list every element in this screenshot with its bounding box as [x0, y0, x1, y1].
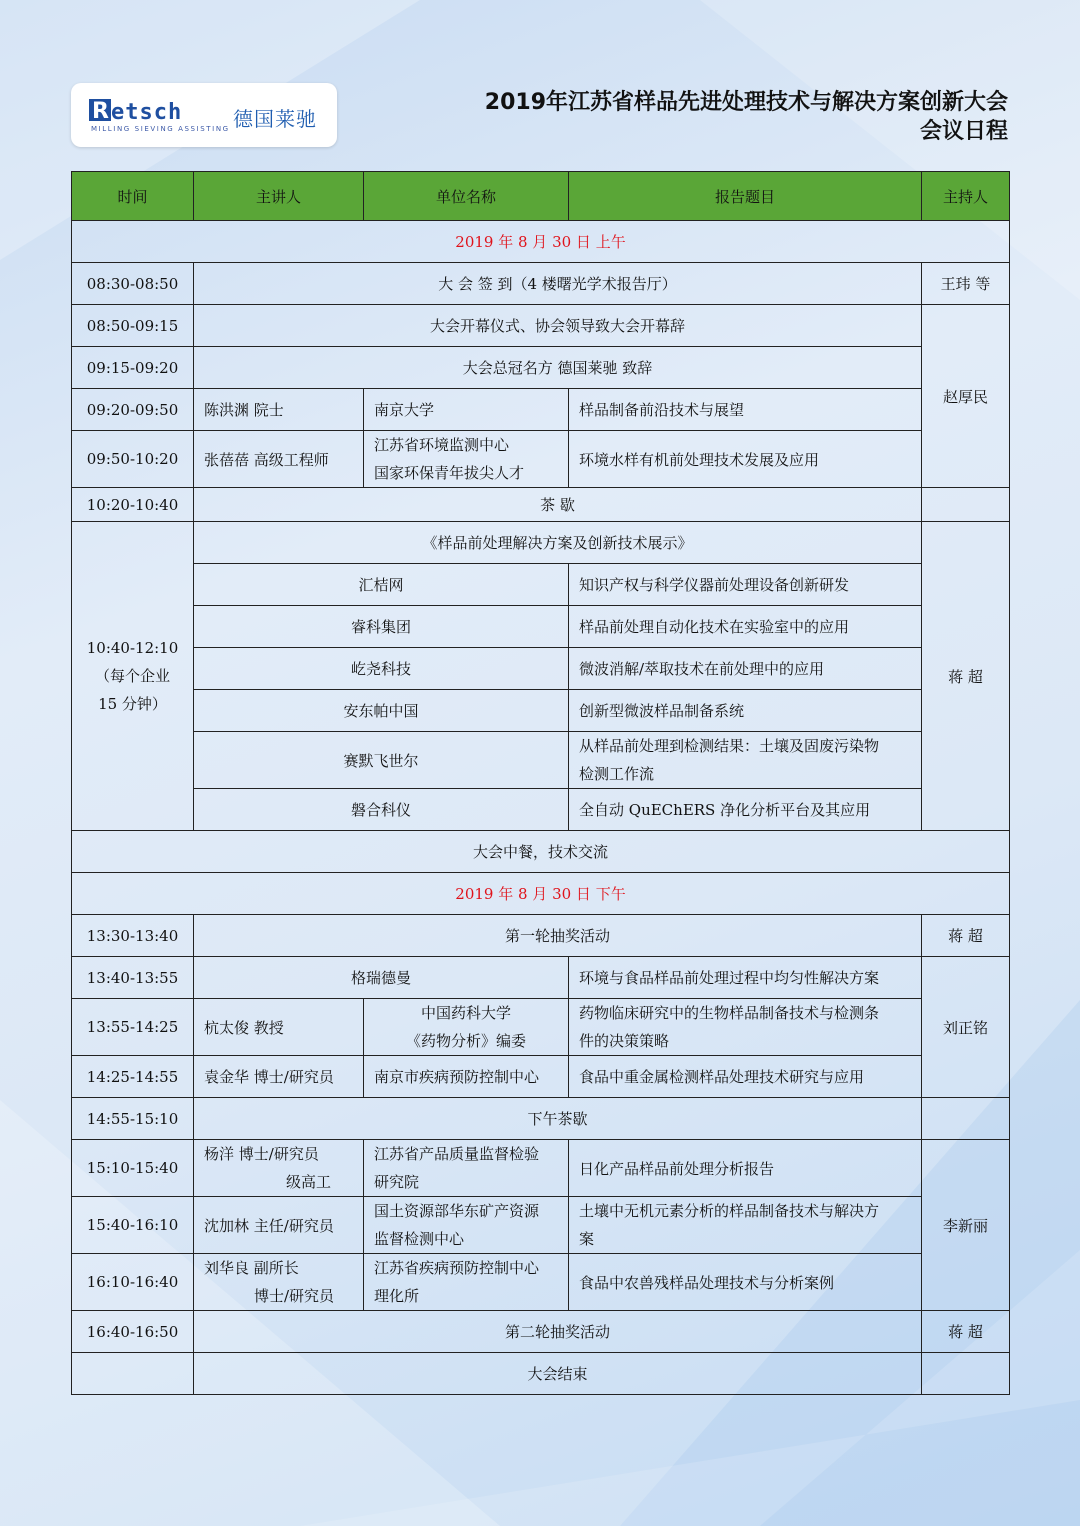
time-cell: 09:20-09:50	[72, 389, 194, 431]
table-row	[72, 1197, 1010, 1254]
unit-line: 江苏省疾病预防控制中心	[374, 1259, 540, 1277]
table-row	[72, 1254, 1010, 1311]
date-morning: 2019 年 8 月 30 日 上午	[72, 221, 1010, 263]
topic-cell: 样品前处理自动化技术在实验室中的应用	[569, 606, 922, 648]
company-cell: 格瑞德曼	[194, 957, 569, 999]
speaker-cell: 陈洪渊 院士	[194, 389, 364, 431]
table-row	[72, 1140, 1010, 1197]
time-cell: 16:40-16:50	[72, 1311, 194, 1353]
unit-cell: 南京市疾病预防控制中心	[364, 1056, 569, 1098]
retsch-wordmark	[89, 95, 229, 125]
topic-line: 土壤中无机元素分析的样品制备技术与解决方	[579, 1202, 880, 1220]
col-header-unit: 单位名称	[364, 172, 569, 221]
speaker-cell: 张蓓蓓 高级工程师	[194, 431, 364, 488]
table-row	[72, 606, 1010, 648]
table-row	[72, 648, 1010, 690]
content-cell: 下午茶歇	[194, 1098, 922, 1140]
time-cell: 14:25-14:55	[72, 1056, 194, 1098]
schedule-table	[71, 171, 1010, 1395]
title-line-1: 2019年江苏省样品先进处理技术与解决方案创新大会	[484, 90, 1008, 115]
host-cell	[922, 1353, 1010, 1395]
speaker-cell	[194, 1140, 364, 1197]
date-afternoon: 2019 年 8 月 30 日 下午	[72, 873, 1010, 915]
topic-cell	[569, 1197, 922, 1254]
unit-cell	[364, 999, 569, 1056]
topic-cell: 创新型微波样品制备系统	[569, 690, 922, 732]
topic-line: 从样品前处理到检测结果：土壤及固废污染物	[579, 737, 880, 755]
table-row	[72, 1353, 1010, 1395]
table-row	[72, 1311, 1010, 1353]
speaker-line: 博士/研究员	[254, 1287, 335, 1305]
host-cell	[922, 488, 1010, 522]
unit-line: 江苏省环境监测中心	[374, 436, 510, 454]
speaker-cell	[194, 1254, 364, 1311]
topic-line: 药物临床研究中的生物样品制备技术与检测条	[579, 1004, 880, 1022]
time-cell	[72, 522, 194, 831]
speaker-line: 刘华良 副所长	[204, 1259, 299, 1277]
table-row	[72, 732, 1010, 789]
time-line: 15 分钟）	[98, 695, 167, 713]
topic-line: 件的决策策略	[579, 1032, 670, 1050]
topic-cell	[569, 732, 922, 789]
brand-tagline: MILLING SIEVING ASSISTING	[91, 125, 230, 133]
host-cell: 王玮 等	[922, 263, 1010, 305]
time-cell: 08:50-09:15	[72, 305, 194, 347]
table-row	[72, 789, 1010, 831]
svg-text:R: R	[92, 99, 109, 124]
date-row-morning	[72, 221, 1010, 263]
table-header-row	[72, 172, 1010, 221]
col-header-host: 主持人	[922, 172, 1010, 221]
time-cell: 16:10-16:40	[72, 1254, 194, 1311]
unit-cell	[364, 1140, 569, 1197]
topic-line: 案	[579, 1230, 595, 1248]
content-cell: 第一轮抽奖活动	[194, 915, 922, 957]
company-cell: 磐合科仪	[194, 789, 569, 831]
unit-cell: 南京大学	[364, 389, 569, 431]
table-row	[72, 564, 1010, 606]
table-row	[72, 690, 1010, 732]
table-row	[72, 389, 1010, 431]
company-cell: 睿科集团	[194, 606, 569, 648]
company-cell: 赛默飞世尔	[194, 732, 569, 789]
unit-cell	[364, 1254, 569, 1311]
unit-cell	[364, 1197, 569, 1254]
time-cell: 08:30-08:50	[72, 263, 194, 305]
time-cell: 13:55-14:25	[72, 999, 194, 1056]
retsch-logo	[71, 83, 337, 147]
unit-line: 理化所	[374, 1287, 420, 1305]
time-cell: 09:50-10:20	[72, 431, 194, 488]
table-row	[72, 915, 1010, 957]
host-cell: 刘正铭	[922, 957, 1010, 1098]
table-row	[72, 522, 1010, 564]
table-row	[72, 999, 1010, 1056]
title-line-2: 会议日程	[919, 119, 1008, 144]
host-cell	[922, 1098, 1010, 1140]
table-row	[72, 431, 1010, 488]
unit-cell	[364, 431, 569, 488]
table-row	[72, 1098, 1010, 1140]
brand-cn: 德国莱驰	[233, 107, 317, 131]
host-cell: 蒋 超	[922, 522, 1010, 831]
table-row	[72, 263, 1010, 305]
speaker-line: 级高工	[286, 1173, 332, 1191]
topic-cell: 微波消解/萃取技术在前处理中的应用	[569, 648, 922, 690]
expo-title: 《样品前处理解决方案及创新技术展示》	[194, 522, 922, 564]
col-header-time: 时间	[72, 172, 194, 221]
content-cell: 大 会 签 到（4 楼曙光学术报告厅）	[194, 263, 922, 305]
lunch-row	[72, 831, 1010, 873]
content-cell: 茶 歇	[194, 488, 922, 522]
topic-cell: 日化产品样品前处理分析报告	[569, 1140, 922, 1197]
host-cell: 李新丽	[922, 1140, 1010, 1311]
table-row	[72, 347, 1010, 389]
speaker-line: 杨洋 博士/研究员	[204, 1145, 319, 1163]
time-cell: 09:15-09:20	[72, 347, 194, 389]
company-cell: 屹尧科技	[194, 648, 569, 690]
time-cell: 14:55-15:10	[72, 1098, 194, 1140]
time-cell: 15:40-16:10	[72, 1197, 194, 1254]
time-line: 10:40-12:10	[86, 639, 179, 657]
company-cell: 汇桔网	[194, 564, 569, 606]
unit-line: 江苏省产品质量监督检验	[374, 1145, 540, 1163]
host-cell: 蒋 超	[922, 915, 1010, 957]
content-cell: 大会总冠名方 德国莱驰 致辞	[194, 347, 922, 389]
time-cell	[72, 1353, 194, 1395]
content-cell: 大会结束	[194, 1353, 922, 1395]
table-row	[72, 488, 1010, 522]
time-cell: 13:40-13:55	[72, 957, 194, 999]
brand-name-text: etsch	[111, 100, 183, 125]
time-cell: 13:30-13:40	[72, 915, 194, 957]
time-cell: 10:20-10:40	[72, 488, 194, 522]
host-cell: 蒋 超	[922, 1311, 1010, 1353]
page-title	[485, 88, 1008, 146]
speaker-cell: 袁金华 博士/研究员	[194, 1056, 364, 1098]
speaker-cell: 杭太俊 教授	[194, 999, 364, 1056]
unit-line: 《药物分析》编委	[405, 1032, 526, 1050]
topic-cell: 知识产权与科学仪器前处理设备创新研发	[569, 564, 922, 606]
date-row-afternoon	[72, 873, 1010, 915]
topic-cell: 全自动 QuEChERS 净化分析平台及其应用	[569, 789, 922, 831]
unit-line: 监督检测中心	[374, 1230, 465, 1248]
host-cell: 赵厚民	[922, 305, 1010, 488]
unit-line: 国土资源部华东矿产资源	[374, 1202, 540, 1220]
table-row	[72, 305, 1010, 347]
unit-line: 研究院	[374, 1173, 420, 1191]
col-header-speaker: 主讲人	[194, 172, 364, 221]
unit-line: 中国药科大学	[420, 1004, 511, 1022]
topic-cell: 环境与食品样品前处理过程中均匀性解决方案	[569, 957, 922, 999]
topic-line: 检测工作流	[579, 765, 655, 783]
col-header-topic: 报告题目	[569, 172, 922, 221]
table-row	[72, 1056, 1010, 1098]
content-cell: 第二轮抽奖活动	[194, 1311, 922, 1353]
topic-cell	[569, 999, 922, 1056]
content-cell: 大会开幕仪式、协会领导致大会开幕辞	[194, 305, 922, 347]
topic-cell: 环境水样有机前处理技术发展及应用	[569, 431, 922, 488]
topic-cell: 样品制备前沿技术与展望	[569, 389, 922, 431]
time-cell: 15:10-15:40	[72, 1140, 194, 1197]
topic-cell: 食品中农兽残样品处理技术与分析案例	[569, 1254, 922, 1311]
company-cell: 安东帕中国	[194, 690, 569, 732]
topic-cell: 食品中重金属检测样品处理技术研究与应用	[569, 1056, 922, 1098]
unit-line: 国家环保青年拔尖人才	[374, 464, 525, 482]
time-line: （每个企业	[94, 667, 170, 685]
table-row	[72, 957, 1010, 999]
lunch-cell: 大会中餐，技术交流	[72, 831, 1010, 873]
speaker-cell: 沈加林 主任/研究员	[194, 1197, 364, 1254]
